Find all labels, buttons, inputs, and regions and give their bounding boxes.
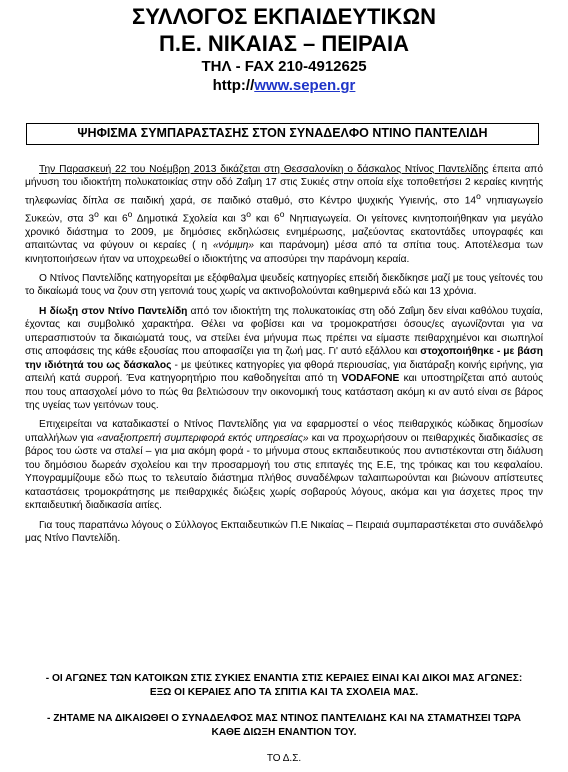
p1-italic: «νόμιμη» (212, 240, 255, 252)
paragraph-5: Για τους παραπάνω λόγους ο Σύλλογος Εκπαιδευτικών Π.Ε Νικαίας – Πειραιά συμπαραστέκεται στο συνάδελφό μας Ντίνο Παντελίδη. (25, 519, 543, 545)
org-name-line2: Π.Ε. ΝΙΚΑΙΑΣ – ΠΕΙΡΑΙΑ (159, 31, 409, 56)
resolution-title: ΨΗΦΙΣΜΑ ΣΥΜΠΑΡΑΣΤΑΣΗΣ ΣΤΟΝ ΣΥΝΑΔΕΛΦΟ ΝΤΙΝΟ ΠΑΝΤΕΛΙΔΗ (26, 123, 539, 145)
paragraph-4 (25, 418, 543, 512)
superscript: ο (246, 208, 251, 219)
slogan-1-line1: - ΟΙ ΑΓΩΝΕΣ ΤΩΝ ΚΑΤΟΙΚΩΝ ΣΤΙΣ ΣΥΚΙΕΣ ΕΝΑΝΤΙΑ ΣΤΙΣ ΚΕΡΑΙΕΣ ΕΙΝΑΙ ΚΑΙ ΔΙΚΟΙ ΜΑΣ ΑΓΩΝΕΣ: (45, 673, 523, 684)
superscript: ο (94, 208, 99, 219)
p3-text: και υποστηρίζεται από αυτούς που τους απασχολεί μόνο το πώς θα βελτιώσουν την οικονομική τους κατάσταση ακόμη κι αν αυτό είναι σε βάρος της υγείας των γειτόνων τους. (25, 373, 543, 412)
slogan-2-line2: ΚΑΘΕ ΔΙΩΞΗ ΕΝΑΝΤΙΟΝ ΤΟΥ. (211, 727, 357, 738)
slogan-2 (25, 712, 543, 740)
p3-bold: στοχοποιήθηκε - με βάση την ιδιότητά του ως δάσκαλος (25, 346, 544, 371)
p4-italic: «αναξιοπρεπή συμπεριφορά εκτός υπηρεσίας» (96, 432, 309, 444)
phone-fax: ΤΗΛ - FAX 210-4912625 (201, 58, 367, 75)
signature: ΤΟ Δ.Σ. (266, 753, 302, 764)
website-link[interactable]: www.sepen.gr (254, 77, 356, 94)
org-name-line1: ΣΥΛΛΟΓΟΣ ΕΚΠΑΙΔΕΥΤΙΚΩΝ (132, 4, 436, 29)
p4-text: Επιχειρείται να καταδικαστεί ο Ντίνος Παντελίδης για να εφαρμοστεί ο νέος πειθαρχικός κώδικας δημοσίων υπαλλήλων για (25, 419, 543, 444)
p1-text: και 6 (98, 213, 128, 225)
p3-bold: Η δίωξη στον Ντίνο Παντελίδη (39, 305, 188, 317)
paragraph-3 (25, 305, 543, 413)
p3-text: - με ψεύτικες κατηγορίες για φθορά περιουσίας, για διατάραξη κοινής ειρήνης, για απειλή κατά συρροή. Ένα κατηγορητήριο που καθοδηγείται από τη (25, 359, 543, 385)
p4-text: και να προχωρήσουν οι πειθαρχικές διαδικασίες σε βάρος του ώστε να σταλεί – για μια ακόμη φορά - το μήνυμα στους εκπαιδευτικούς που αντιστέκονται στη διάλυση του δημόσιου δωρεάν σχολείου και την προσαρμογή του στις επιταγές της Ε.Ε, της τρόικας και του κεφαλαίου. Υπογραμμίζουμε εδώ πως το τελευταίο διάστημα πλήθος συναδέλφων ταλαιπωρούνται και βιώνουν απίστευτες καταστάσεις τρομοκράτησης με πειθαρχικές διώξεις χωρίς σοβαρούς λόγους, ακόμα και για άσχετες προς την εκπαιδευτική διαδικασία αιτίες. (25, 432, 543, 512)
superscript: ο (476, 190, 481, 201)
document-body (25, 163, 543, 552)
p3-bold: VODAFONE (341, 373, 400, 385)
p3-text: από τον ιδιοκτήτη της πολυκατοικίας στη οδό Ζαΐμη δεν είναι καθόλου τυχαία, έχοντας και συμβολικό χαρακτήρα. Θέλει να φοβίσει και να τρομοκρατήσει όσους/ες αγωνίζονται για να υπερασπιστούν τα δικαιώματά τους, να στείλει ένα μήνυμα πως πρέπει να είμαστε πειθαρχημένοι και σιωπηλοί στις αποφάσεις της κάθε εξουσίας που αποφασίζει για τη ζωή μας. Γι' αυτό εξάλλου και (25, 305, 543, 358)
paragraph-1 (25, 163, 543, 266)
superscript: ο (279, 208, 285, 219)
p1-text: και 6 (250, 213, 280, 225)
slogan-1 (25, 672, 543, 700)
slogan-1-line2: ΕΞΩ ΟΙ ΚΕΡΑΙΕΣ ΑΠΟ ΤΑ ΣΠΙΤΙΑ ΚΑΙ ΤΑ ΣΧΟΛΕΙΑ ΜΑΣ. (149, 687, 419, 698)
p1-text: και παράνομη) μέσα από τα σπίτια τους. Αποτέλεσμα των κινητοποιήσεων ήταν να υποχρεωθεί ο ιδιοκτήτης να αποσύρει την παράνομη κεραία. (25, 240, 543, 265)
website-line (0, 77, 568, 95)
url-prefix: http:// (212, 77, 255, 94)
p1-underlined: Την Παρασκευή 22 του Νοέμβρη 2013 δικάζεται στη Θεσσαλονίκη ο δάσκαλος Ντίνος Παντελίδης (39, 164, 489, 175)
p1-text: νηπιαγωγείο Συκεών, στα 3 (25, 195, 543, 225)
p1-text: Νηπιαγωγεία. Οι γείτονες κινητοποιήθηκαν για μεγάλο χρονικό διάστημα το 2009, με δημόσιες εκδηλώσεις ενημέρωσης, μαζεύοντας εκατοντάδες υπογραφές και απαιτώντας να φύγουν οι κεραίες ( η (25, 213, 543, 252)
slogan-2-line1: - ΖΗΤΑΜΕ ΝΑ ΔΙΚΑΙΩΘΕΙ Ο ΣΥΝΑΔΕΛΦΟΣ ΜΑΣ ΝΤΙΝΟΣ ΠΑΝΤΕΛΙΔΗΣ ΚΑΙ ΝΑ ΣΤΑΜΑΤΗΣΕΙ ΤΩΡΑ (46, 713, 522, 724)
superscript: ο (127, 208, 133, 219)
paragraph-2: Ο Ντίνος Παντελίδης κατηγορείται με εξόφθαλμα ψευδείς κατηγορίες επειδή διεκδίκησε μαζί με τους γείτονές του το δικαίωμά τους να ζουν στη γειτονιά τους χωρίς να ακτινοβολούνται καθημερινά εδώ και 13 χρόνια. (25, 272, 543, 298)
p1-text: Δημοτικά Σχολεία και 3 (132, 213, 247, 225)
p1-text: έπειτα από μήνυση του ιδιοκτήτη πολυκατοικίας στην οδό Ζαΐμη 17 στις Συκιές στην οποία είχε τοποθετήσει 2 κεραίες κινητής τηλεφωνίας δίπλα σε παιδική χαρά, σε παιδικό σταθμό, στο Κέντρο ψυχικής Υγιεινής, στο 14 (25, 164, 544, 207)
